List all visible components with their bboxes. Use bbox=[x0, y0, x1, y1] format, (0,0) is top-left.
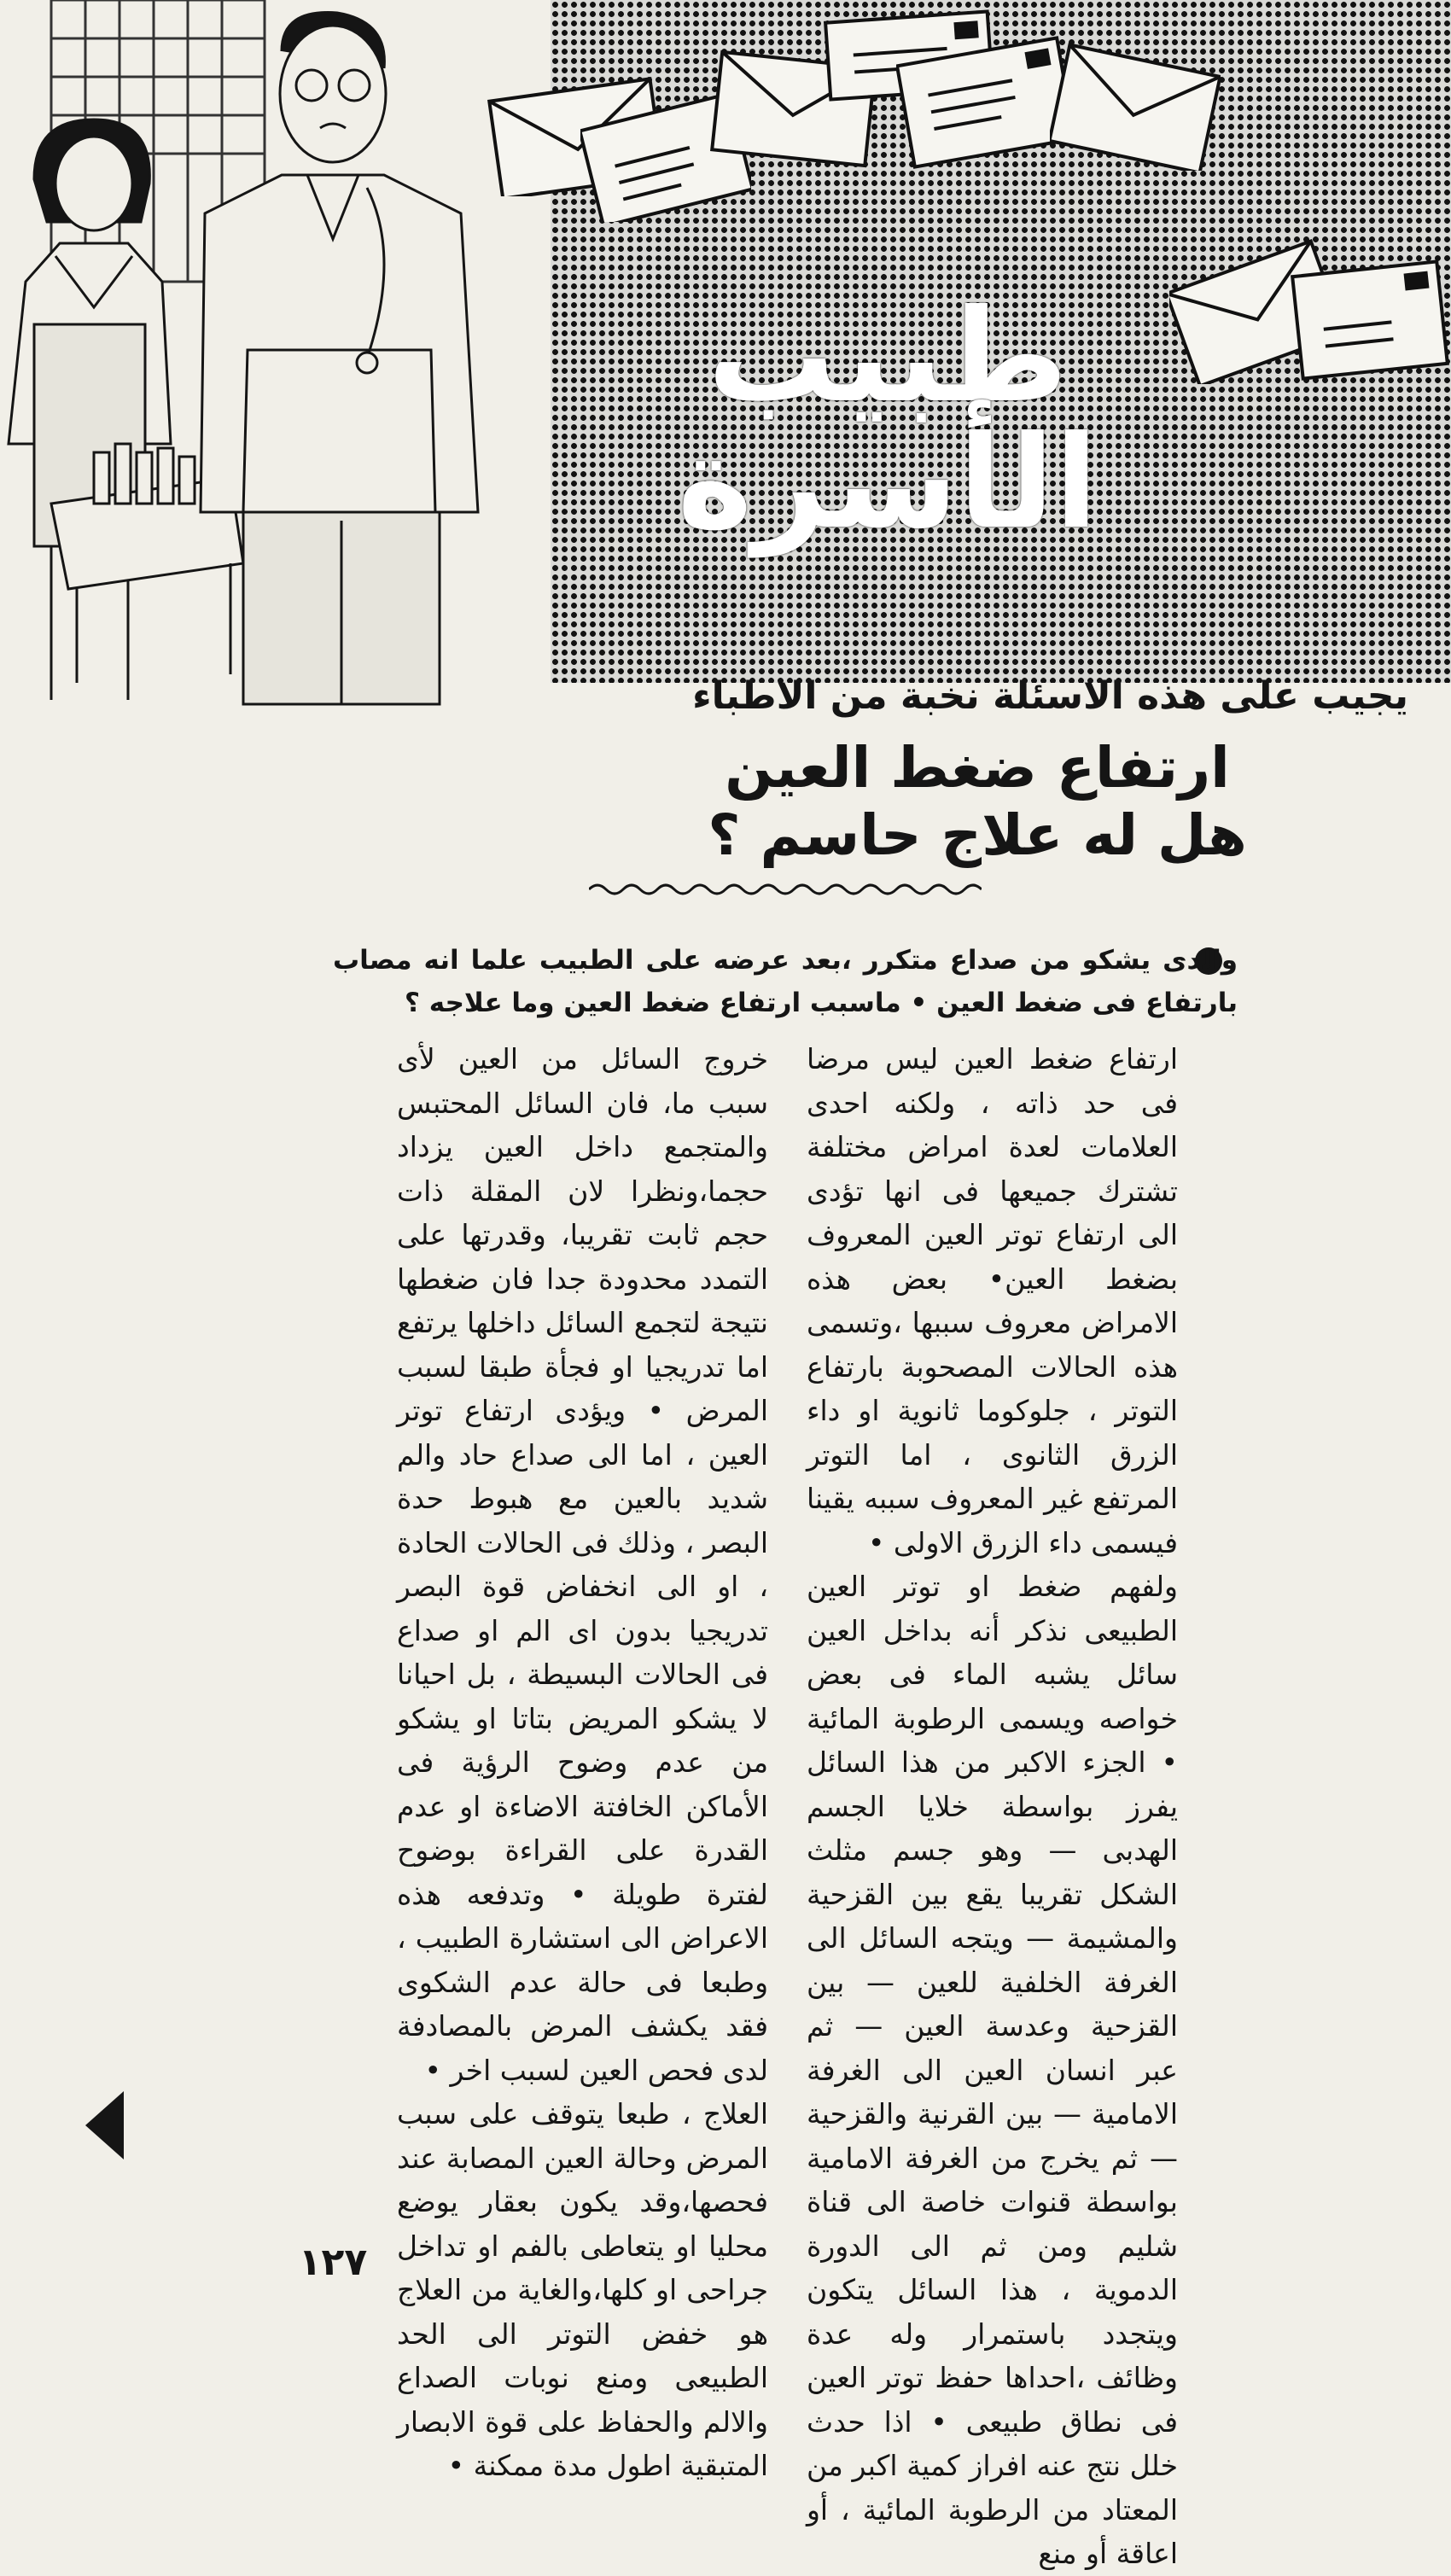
paragraph: العلاج ، طبعا يتوقف على سبب المرض وحالة العين المصابة عند فحصها،وقد يكون بعقار يوضع محليا او يتعاطى بالفم او تداخل جراحى او كلها،والغاية من العلاج هو خفض التوتر الى الحد الطبيعى ومنع نوبات الصداع والالم والحفاظ على قوة الابصار المتبقية اطول مدة ممكنة • bbox=[397, 2097, 768, 2482]
envelope-icon bbox=[896, 34, 1075, 171]
article-column-right bbox=[807, 1037, 1178, 2576]
section-logo-title bbox=[589, 283, 1186, 557]
headline-line-1: ارتفاع ضغط العين bbox=[725, 735, 1230, 801]
decorative-wave-divider bbox=[589, 879, 982, 900]
page-number: ١٢٧ bbox=[298, 2241, 368, 2284]
envelope-icon bbox=[1050, 43, 1221, 171]
arrow-left-icon bbox=[85, 2091, 128, 2159]
paragraph: خروج السائل من العين لأى سبب ما، فان السائل المحتبس والمتجمع داخل العين يزداد حجما،ونظرا لان المقلة ذات حجم ثابت تقريبا، وقدرتها على التمدد محدودة جدا فان ضغطها نتيجة لتجمع السائل داخلها يرتفع اما تدريجيا او فجأة طبقا لسبب المرض • ويؤدى ارتفاع توتر العين ، اما الى صداع حاد والم شديد بالعين مع هبوط حدة البصر ، وذلك فى الحالات الحادة ، او الى انخفاض قوة البصر تدريجيا بدون اى الم او صداع فى الحالات البسيطة ، بل احيانا لا يشكو المريض بتاتا او يشكو من عدم وضوح الرؤية فى الأماكن الخافتة الاضاءة او عدم القدرة على القراءة بوضوح لفترة طويلة • وتدفعه هذه الاعراض الى استشارة الطبيب ، وطبعا فى حالة عدم الشكوى فقد يكشف المرض بالمصادفة لدى فحص العين لسبب اخر • bbox=[397, 1042, 768, 2087]
article-kicker: يجيب على هذه الاسئلة نخبة من الاطباء bbox=[692, 674, 1408, 718]
logo-line-2: الأسرة bbox=[677, 408, 1098, 557]
article-column-left bbox=[397, 1037, 768, 2488]
paragraph: ارتفاع ضغط العين ليس مرضا فى حد ذاته ، ولكنه احدى العلامات لعدة امراض مختلفة تشترك جميعها فى انها تؤدى الى ارتفاع توتر العين المعروف بضغط العين• بعض هذه الامراض معروف سببها ،وتسمى هذه الحالات المصحوبة بارتفاع التوتر ، جلوكوما ثانوية او داء الزرق الثانوى ، اما التوتر المرتفع غير المعروف سببه يقينا فيسمى داء الزرق الاولى • bbox=[807, 1042, 1178, 1559]
paragraph: ولفهم ضغط او توتر العين الطبيعى نذكر أنه بداخل العين سائل يشبه الماء فى بعض خواصه ويسمى الرطوبة المائية • الجزء الاكبر من هذا السائل يفرز بواسطة خلايا الجسم الهدبى — وهو جسم مثلث الشكل تقريبا يقع بين القزحية والمشيمة — ويتجه السائل الى الغرفة الخلفية للعين — بين القزحية وعدسة العين — ثم عبر انسان العين الى الغرفة الامامية — بين القرنية والقزحية — ثم يخرج من الغرفة الامامية بواسطة قنوات خاصة الى قناة شليم ومن ثم الى الدورة الدموية ، هذا السائل يتكون ويتجدد باستمرار وله عدة وظائف ،احداها حفظ توتر العين فى نطاق طبيعى • اذا حدث خلل نتج عنه افراز كمية اكبر من المعتاد من الرطوبة المائية ، أو اعاقة أو منع bbox=[807, 1570, 1178, 2570]
doctor-nurse-illustration bbox=[0, 0, 551, 708]
reader-question: والدى يشكو من صداع متكرر ،بعد عرضه على الطبيب علما انه مصاب بارتفاع فى ضغط العين • ماسبب ارتفاع ضغط العين وما علاجه ؟ bbox=[333, 945, 1238, 1018]
article-headline bbox=[546, 734, 1408, 869]
envelope-icon bbox=[1289, 248, 1451, 393]
logo-line-1: طبيب bbox=[707, 283, 1069, 431]
headline-line-2: هل له علاج حاسم ؟ bbox=[708, 802, 1247, 869]
